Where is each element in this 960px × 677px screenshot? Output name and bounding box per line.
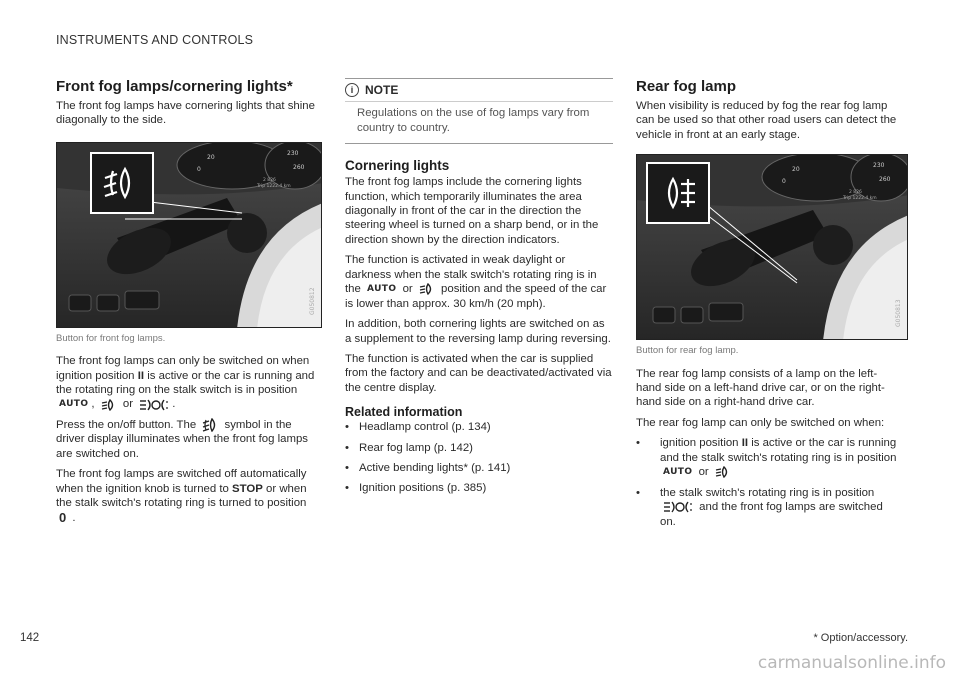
cornering-paragraph-1: The front fog lamps include the cornering lights function, which temporarily illuminates the area diagonally in front of the car in the direction the steering wheel is turned on a sharp bend, or in the direction shown by the direction indicators. (345, 176, 599, 246)
dash-speed-20: 20 (792, 166, 800, 174)
dash-speed-230: 230 (287, 149, 299, 157)
text-fragment: is active or the car is running and the rotating ring on the stalk switch is in position (56, 369, 315, 397)
section-title-related: Related information (345, 405, 463, 420)
dash-odometer: 2 826 (849, 190, 862, 196)
position-zero-icon: 0 (59, 509, 67, 525)
position-lamps-icon (139, 399, 169, 411)
watermark: carmanualsonline.info (757, 653, 946, 673)
ignition-position-ii: II (741, 437, 749, 450)
related-link-bending[interactable]: • Active bending lights* (p. 141) (345, 461, 613, 475)
front-fog-illustration (57, 143, 322, 328)
text-fragment: is active or the car is running and the stalk switch's rotating ring is in position (660, 437, 897, 464)
figure-caption-rear-fog: Button for rear fog lamp. (636, 345, 739, 357)
rear-fog-paragraph-1: The rear fog lamp consists of a lamp on the left-hand side on a left-hand drive car, or on the right-hand side on a right-hand drive car. (636, 367, 885, 409)
cornering-paragraph-3: In addition, both cornering lights are switched on as a supplement to the reversing lamp during reversing. (345, 318, 611, 345)
text-fragment: or (402, 283, 416, 296)
text-fragment: position and the speed of the car is lower than approx. 30 km/h (20 mph). (345, 283, 607, 310)
page-header: INSTRUMENTS AND CONTROLS (56, 33, 254, 47)
rear-fog-condition-1 (636, 436, 900, 479)
text-fragment: . (172, 398, 176, 411)
figure-rear-fog-button (636, 154, 908, 340)
dash-odometer: 2 826 (263, 177, 276, 183)
text-fragment: symbol in the driver display illuminates when the front fog lamps are switched on. (56, 419, 308, 460)
auto-icon: AUTO (663, 467, 693, 478)
dash-speed-260: 260 (293, 163, 305, 171)
text-fragment: or when the stalk switch's rotating ring is turned to position (56, 482, 307, 510)
rear-fog-condition-2 (636, 486, 900, 529)
text-fragment: ignition position (660, 437, 742, 450)
cornering-paragraph-2 (345, 253, 613, 311)
footnote: * Option/accessory. (813, 632, 908, 644)
auto-icon: AUTO (367, 284, 397, 295)
related-link-ignition[interactable]: • Ignition positions (p. 385) (345, 481, 613, 495)
front-fog-paragraph-1 (56, 354, 318, 412)
cornering-paragraph-4: The function is activated when the car is supplied from the factory and can be deactivated/activated via the centre display. (345, 352, 612, 394)
rear-fog-paragraph-2: The rear fog lamp can only be switched on when: (636, 416, 885, 429)
dash-trip: Trip 1222.4 km (843, 196, 877, 202)
low-beam-icon (419, 283, 435, 295)
text-fragment: or (122, 398, 137, 411)
text-fragment: The front fog lamps can only be switched on when ignition position (56, 355, 310, 382)
related-link-headlamp[interactable]: • Headlamp control (p. 134) (345, 420, 613, 434)
note-title: NOTE (365, 83, 399, 97)
section-title-rear-fog: Rear fog lamp (636, 78, 737, 95)
ignition-position-ii: II (137, 369, 145, 382)
related-link-rear-fog[interactable]: • Rear fog lamp (p. 142) (345, 441, 613, 455)
position-lamps-icon (663, 501, 693, 513)
info-icon: i (345, 83, 359, 97)
page-number: 142 (20, 632, 40, 644)
dash-speed-20: 20 (207, 153, 215, 161)
dash-speed-0: 0 (197, 165, 201, 173)
text-fragment: Press the on/off button. The (56, 419, 200, 432)
text-fragment: , (91, 398, 95, 411)
low-beam-icon (101, 399, 117, 411)
low-beam-icon (715, 466, 731, 478)
related-list (345, 420, 613, 496)
column-rear-fog (636, 78, 900, 535)
figure-code-g050813: G050813 (895, 299, 902, 328)
figure-code-g050812: G050812 (309, 287, 316, 315)
text-fragment: The function is activated in weak daylight or darkness when the stalk switch's rotating ring is in the (345, 254, 597, 296)
dash-speed-0: 0 (782, 178, 786, 186)
dash-speed-230: 230 (873, 162, 885, 170)
figure-caption-front-fog: Button for front fog lamps. (56, 332, 166, 344)
dash-trip: Trip 1222.4 km (257, 183, 291, 189)
rear-fog-intro: When visibility is reduced by fog the rear fog lamp can be used so that other road users can detect the vehicle in front at an early stage. (636, 100, 897, 141)
text-fragment: The front fog lamps are switched off automatically when the ignition knob is turned to (56, 468, 307, 495)
text-fragment: the stalk switch's rotating ring is in position (660, 486, 875, 499)
stop-position: STOP (232, 482, 263, 495)
auto-icon: AUTO (59, 399, 89, 410)
text-fragment: or (698, 466, 712, 479)
column-front-fog (56, 78, 318, 531)
section-title-front-fog: Front fog lamps/cornering lights* (56, 78, 293, 95)
section-title-cornering: Cornering lights (345, 158, 450, 174)
text-fragment: and the front fog lamps are switched on. (660, 501, 883, 528)
dash-speed-260: 260 (879, 176, 891, 184)
figure-front-fog-button (56, 142, 322, 328)
front-fog-paragraph-3 (56, 467, 318, 525)
text-fragment: . (72, 511, 76, 524)
front-fog-paragraph-2 (56, 418, 318, 461)
rear-fog-illustration (637, 155, 908, 340)
note-body: Regulations on the use of fog lamps vary from country to country. (357, 107, 590, 134)
note-box (345, 78, 613, 144)
note-header (345, 81, 613, 102)
front-fog-symbol-icon (202, 418, 218, 432)
column-cornering (345, 78, 613, 502)
front-fog-intro: The front fog lamps have cornering lights that shine diagonally to the side. (56, 100, 315, 127)
